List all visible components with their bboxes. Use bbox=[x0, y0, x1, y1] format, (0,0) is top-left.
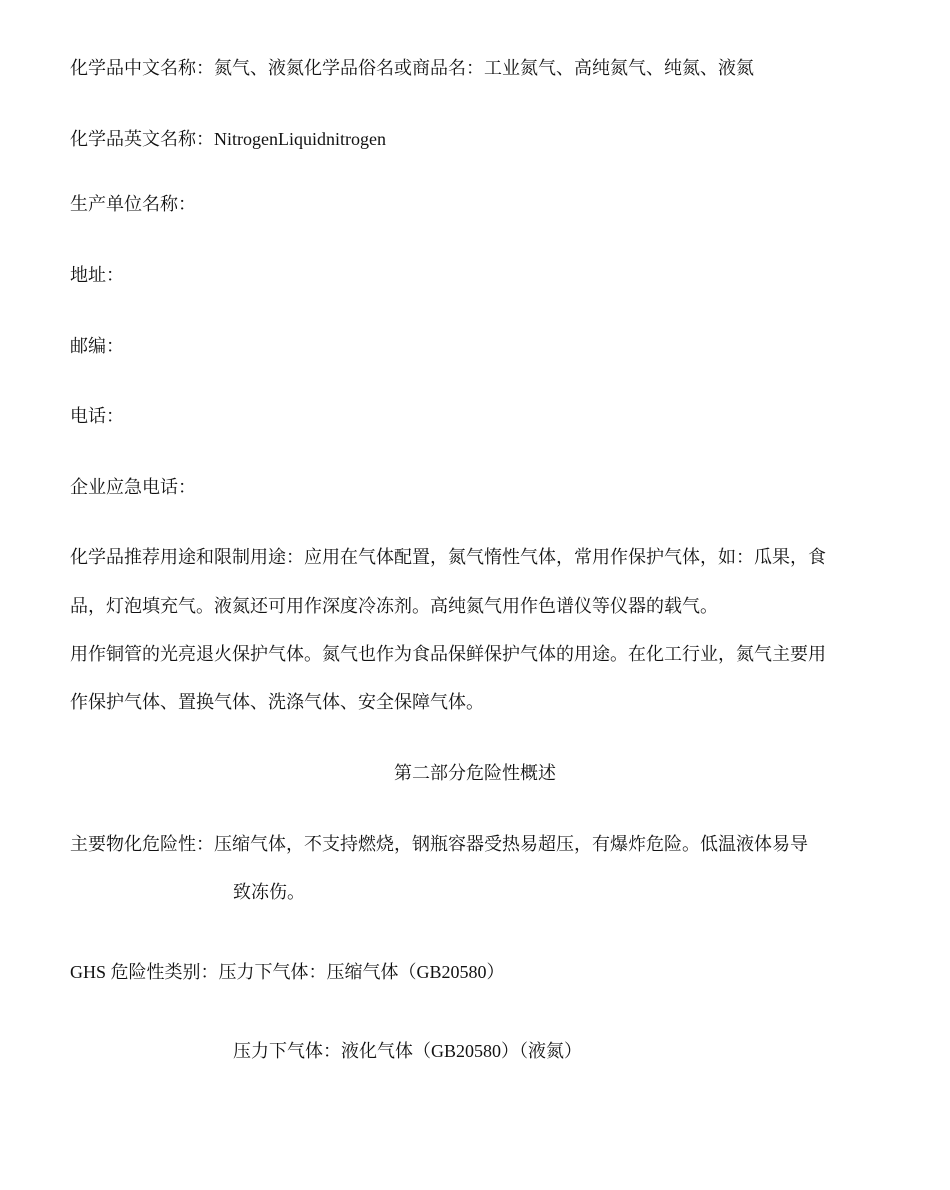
hazard-line: 致冻伤。 bbox=[233, 882, 305, 902]
address: 地址： bbox=[70, 265, 124, 285]
chemical-chinese-name: 化学品中文名称：氮气、液氮化学品俗名或商品名：工业氮气、高纯氮气、纯氮、液氮 bbox=[70, 58, 754, 78]
ghs-category: 压力下气体：液化气体（GB20580）（液氮） bbox=[233, 1041, 583, 1061]
usage-line: 作保护气体、置换气体、洗涤气体、安全保障气体。 bbox=[70, 692, 484, 712]
usage-line: 品，灯泡填充气。液氮还可用作深度冷冻剂。高纯氮气用作色谱仪等仪器的载气。 bbox=[70, 596, 718, 616]
ghs-category: GHS 危险性类别：压力下气体：压缩气体（GB20580） bbox=[70, 962, 505, 982]
chemical-english-name: 化学品英文名称：NitrogenLiquidnitrogen bbox=[70, 129, 386, 149]
producer-name: 生产单位名称： bbox=[70, 194, 196, 214]
section-title: 第二部分危险性概述 bbox=[394, 763, 556, 783]
phone: 电话： bbox=[70, 406, 124, 426]
postcode: 邮编： bbox=[70, 336, 124, 356]
usage-line: 化学品推荐用途和限制用途：应用在气体配置，氮气惰性气体，常用作保护气体，如：瓜果，食 bbox=[70, 547, 826, 567]
hazard-line: 主要物化危险性：压缩气体，不支持燃烧，钢瓶容器受热易超压，有爆炸危险。低温液体易导 bbox=[70, 834, 808, 854]
emergency-phone: 企业应急电话： bbox=[70, 477, 196, 497]
usage-line: 用作铜管的光亮退火保护气体。氮气也作为食品保鲜保护气体的用途。在化工行业，氮气主要用 bbox=[70, 644, 826, 664]
